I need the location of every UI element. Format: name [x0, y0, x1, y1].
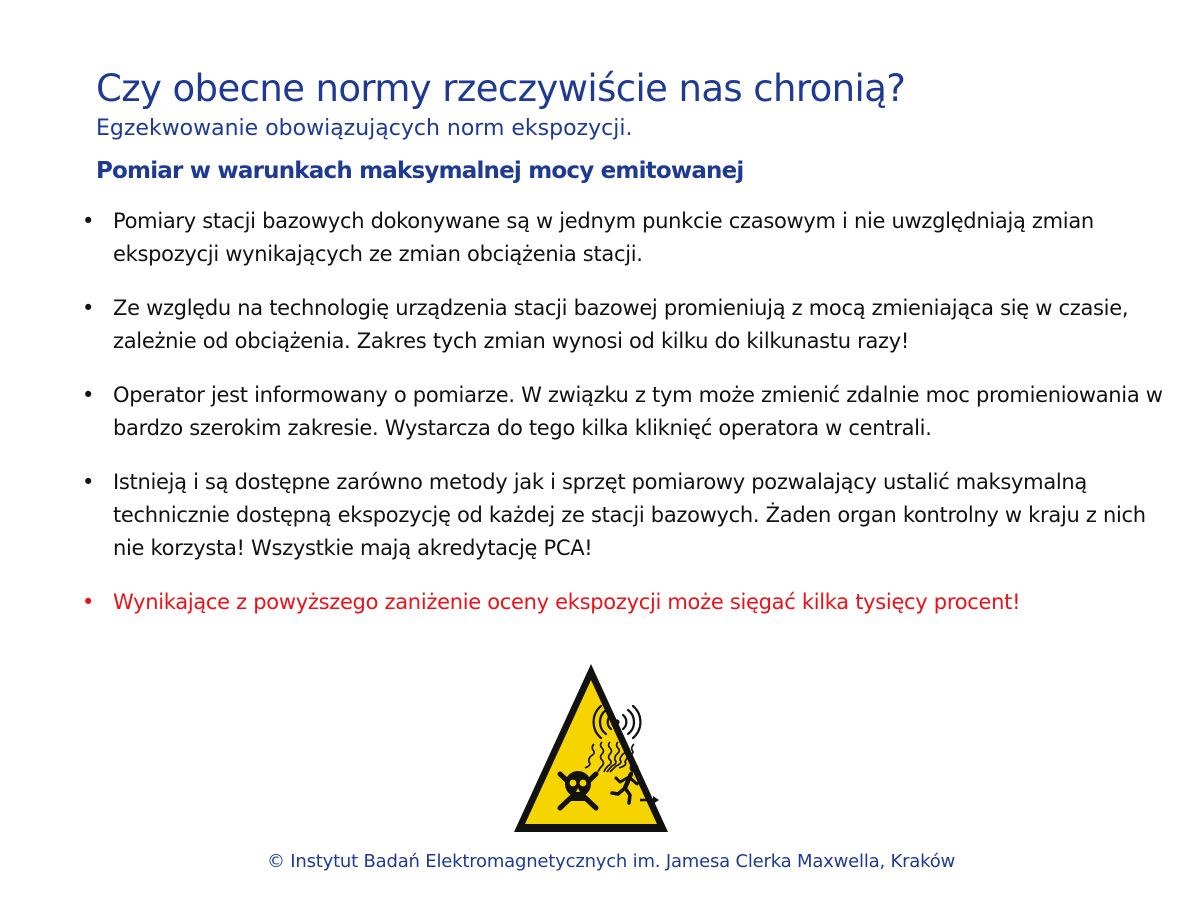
- bullet-item: [80, 466, 1170, 565]
- bullet-dot: •: [82, 296, 95, 320]
- bullet-item: [80, 292, 1170, 358]
- bullet-text: Ze względu na technologię urządzenia stacji bazowej promieniują z mocą zmieniająca się w czasie, zależnie od obciążenia. Zakres tych zmian wynosi od kilku do kilkunastu razy!: [113, 296, 1129, 353]
- bullet-dot: •: [82, 383, 95, 407]
- bullet-text: Pomiary stacji bazowych dokonywane są w jednym punkcie czasowym i nie uwzględniają zmian ekspozycji wynikających ze zmian obciążenia stacji.: [113, 209, 1094, 266]
- bullet-item: [80, 205, 1170, 271]
- bullet-dot: •: [82, 209, 95, 233]
- bullet-dot: •: [82, 590, 95, 614]
- footer-copyright: © Instytut Badań Elektromagnetycznych im. Jamesa Clerka Maxwella, Kraków: [266, 851, 956, 872]
- bullet-item-highlight: [80, 586, 1170, 619]
- bullet-dot: •: [82, 470, 95, 494]
- slide-subtitle: Egzekwowanie obowiązujących norm ekspozycji.: [96, 116, 633, 141]
- bullet-item: [80, 379, 1170, 445]
- bullet-list: [80, 205, 1170, 640]
- bullet-text: Istnieją i są dostępne zarówno metody jak i sprzęt pomiarowy pozwalający ustalić maksymalną technicznie dostępną ekspozycję od każdej ze stacji bazowych. Żaden organ kontrolny w kraju z nich nie korzysta! Wszystkie mają akredytację PCA!: [113, 470, 1146, 560]
- radiation-hazard-warning-icon: [512, 662, 670, 834]
- slide-title: Czy obecne normy rzeczywiście nas chronią?: [96, 67, 906, 110]
- bullet-text: Wynikające z powyższego zaniżenie oceny ekspozycji może sięgać kilka tysięcy procent!: [113, 590, 1021, 614]
- slide-subtitle-bold: Pomiar w warunkach maksymalnej mocy emitowanej: [96, 158, 744, 184]
- bullet-text: Operator jest informowany o pomiarze. W związku z tym może zmienić zdalnie moc promieniowania w bardzo szerokim zakresie. Wystarcza do tego kilka kliknięć operatora w centrali.: [113, 383, 1163, 440]
